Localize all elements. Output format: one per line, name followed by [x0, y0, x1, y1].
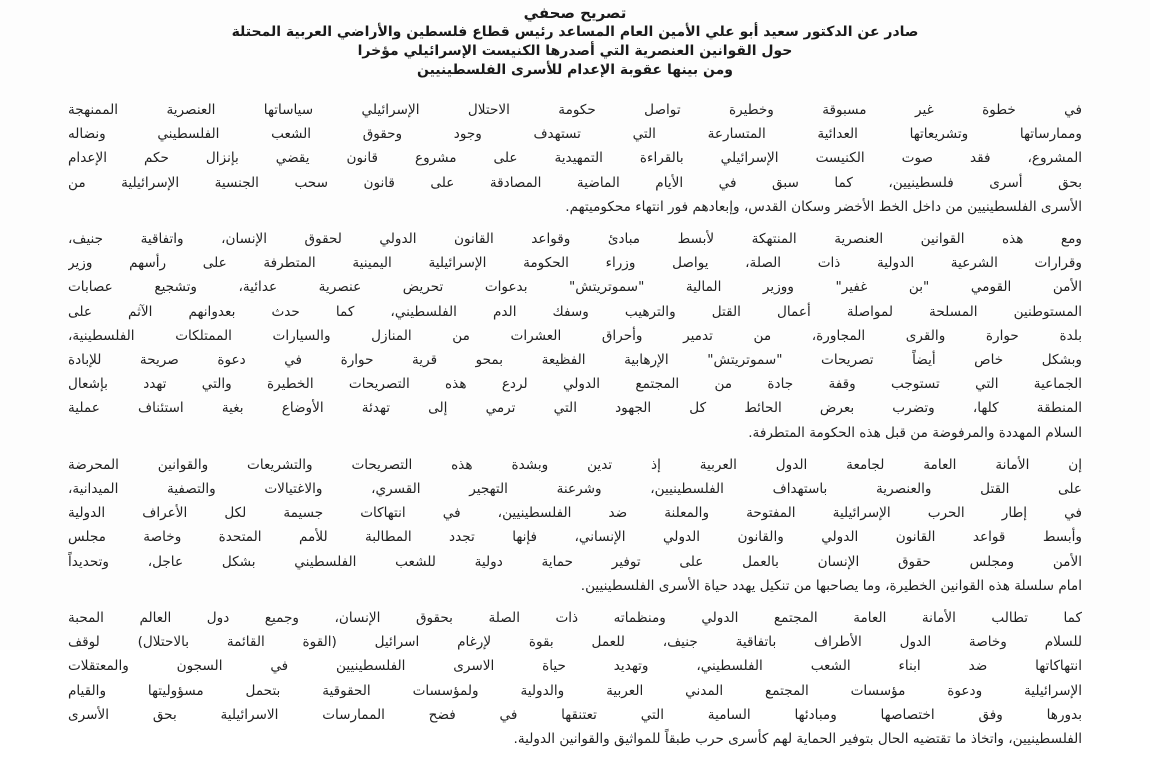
- text-line: بدورها وفق اختصاصها ومبادئها السامية التي تعتنقها في فضح الممارسات الاسرائيلية بحق الأسرى: [68, 706, 1082, 723]
- subheading-line: حول القوانين العنصرية التي أصدرها الكنيست الإسرائيلي مؤخرا: [357, 43, 793, 59]
- text-line: وقرارات الشرعية الدولية ذات الصلة، يواصل وزراء الحكومة الإسرائيلية اليمينية المتطرفة على رأسهم وزير: [68, 255, 1082, 272]
- document-body: [68, 98, 1082, 759]
- text-line: بحق أسرى فلسطينيين، كما سبق في الأيام الماضية المصادقة على قانون سحب الجنسية الإسرائيلية من: [68, 174, 1082, 191]
- text-line: انتهاكاتها ضد ابناء الشعب الفلسطيني، وتهديد حياة الاسرى الفلسطينيين في السجون والمعتقلات: [68, 658, 1082, 675]
- text-line: المستوطنين المسلحة لمواصلة أعمال القتل والترهيب وسفك الدم الفلسطيني، كما حدث بعدوانهم الآثم على: [68, 303, 1082, 320]
- text-line: الجماعية التي تستوجب وقفة جادة من المجتمع الدولي لردع هذه التصريحات الخطيرة والتي تهدد بإشعال: [68, 376, 1082, 393]
- text-line: الأمن القومي "بن غفير" ووزير المالية "سموتريتش" بدعوات تحريض عنصرية عدائية، وتشجيع عصابات: [68, 279, 1082, 296]
- document-header: [60, 4, 1090, 80]
- text-line: إن الأمانة العامة لجامعة الدول العربية إذ تدين وبشدة هذه التصريحات والتشريعات والقوانين المحرضة: [68, 456, 1082, 473]
- text-line: الأسرى الفلسطينيين من داخل الخط الأخضر وسكان القدس، وإبعادهم فور انتهاء محكوميتهم.: [565, 198, 1082, 215]
- document-title: تصريح صحفي: [523, 4, 627, 22]
- text-line: المشروع، فقد صوت الكنيست الإسرائيلي بالقراءة التمهيدية على مشروع قانون يقضي بإنزال حكم الإعدام: [68, 150, 1082, 167]
- paragraph: [68, 227, 1082, 445]
- paragraph: [68, 453, 1082, 598]
- paragraph: [68, 98, 1082, 219]
- text-line: ومع هذه القوانين العنصرية المنتهكة لأبسط مبادئ وقواعد القانون الدولي لحقوق الإنسان، واتفاقية جنيف،: [68, 231, 1082, 248]
- subheading-line: ومن بينها عقوبة الإعدام للأسرى الفلسطينيين: [416, 62, 733, 78]
- text-line: الأمن ومجلس حقوق الإنسان بالعمل على توفير حماية دولية للشعب الفلسطيني بشكل عاجل، وتحديداً: [68, 553, 1082, 570]
- text-line: في إطار الحرب الإسرائيلية المفتوحة والمعلنة ضد الفلسطينيين، في انتهاكات جسيمة لكل الأعراف الدولية: [68, 505, 1082, 522]
- paragraph: [68, 606, 1082, 751]
- text-line: وأبسط قواعد القانون الدولي والقانون الدولي الإنساني، فإنها تجدد المطالبة للأمم المتحدة وخاصة مجلس: [68, 529, 1082, 546]
- text-line: الفلسطينيين، واتخاذ ما تقتضيه الحال بتوفير الحماية لهم كأسرى حرب طبقاً للمواثيق والقوانين الدولية.: [513, 731, 1082, 748]
- text-line: كما تطالب الأمانة العامة المجتمع الدولي ومنظماته ذات الصلة بحقوق الإنسان، وجميع دول العالم المحبة: [68, 610, 1082, 627]
- text-line: السلام المهددة والمرفوضة من قبل هذه الحكومة المتطرفة.: [748, 424, 1082, 441]
- text-line: وبشكل خاص أيضاً تصريحات "سموتريتش" الإرهابية الفظيعة بمحو قرية حوارة في دعوة صريحة للإبادة: [68, 352, 1082, 369]
- text-line: في خطوة غير مسبوقة وخطيرة تواصل حكومة الاحتلال الإسرائيلي سياساتها العنصرية الممنهجة: [68, 102, 1082, 118]
- text-line: امام سلسلة هذه القوانين الخطيرة، وما يصاحبها من تنكيل يهدد حياة الأسرى الفلسطينيين.: [580, 577, 1082, 594]
- text-line: وممارساتها وتشريعاتها العدائية المتسارعة التي تستهدف وجود وحقوق الشعب الفلسطيني ونضاله: [68, 126, 1082, 143]
- text-line: بلدة حوارة والقرى المجاورة، من تدمير وأحراق العشرات من المنازل والسيارات الممتلكات الفلسطينية،: [68, 327, 1082, 344]
- subheading-line: صادر عن الدكتور سعيد أبو علي الأمين العام المساعد رئيس قطاع فلسطين والأراضي العربية المحتلة: [231, 24, 919, 40]
- text-line: على القتل والعنصرية باستهداف الفلسطينيين، وشرعنة التهجير القسري، والاغتيالات والتصفية الميدانية،: [68, 481, 1082, 498]
- text-line: المنطقة كلها، وتضرب بعرض الحائط كل الجهود التي ترمي إلى تهدئة الأوضاع بغية استئناف عملية: [68, 400, 1082, 417]
- text-line: الإسرائيلية ودعوة مؤسسات المجتمع المدني العربية والدولية ولمؤسسات الحقوقية بتحمل مسؤوليتها والقيام: [68, 682, 1082, 699]
- text-line: للسلام وخاصة الدول الأطراف باتفاقية جنيف، للعمل بقوة لإرغام اسرائيل (القوة القائمة بالاحتلال) لوقف: [68, 634, 1082, 651]
